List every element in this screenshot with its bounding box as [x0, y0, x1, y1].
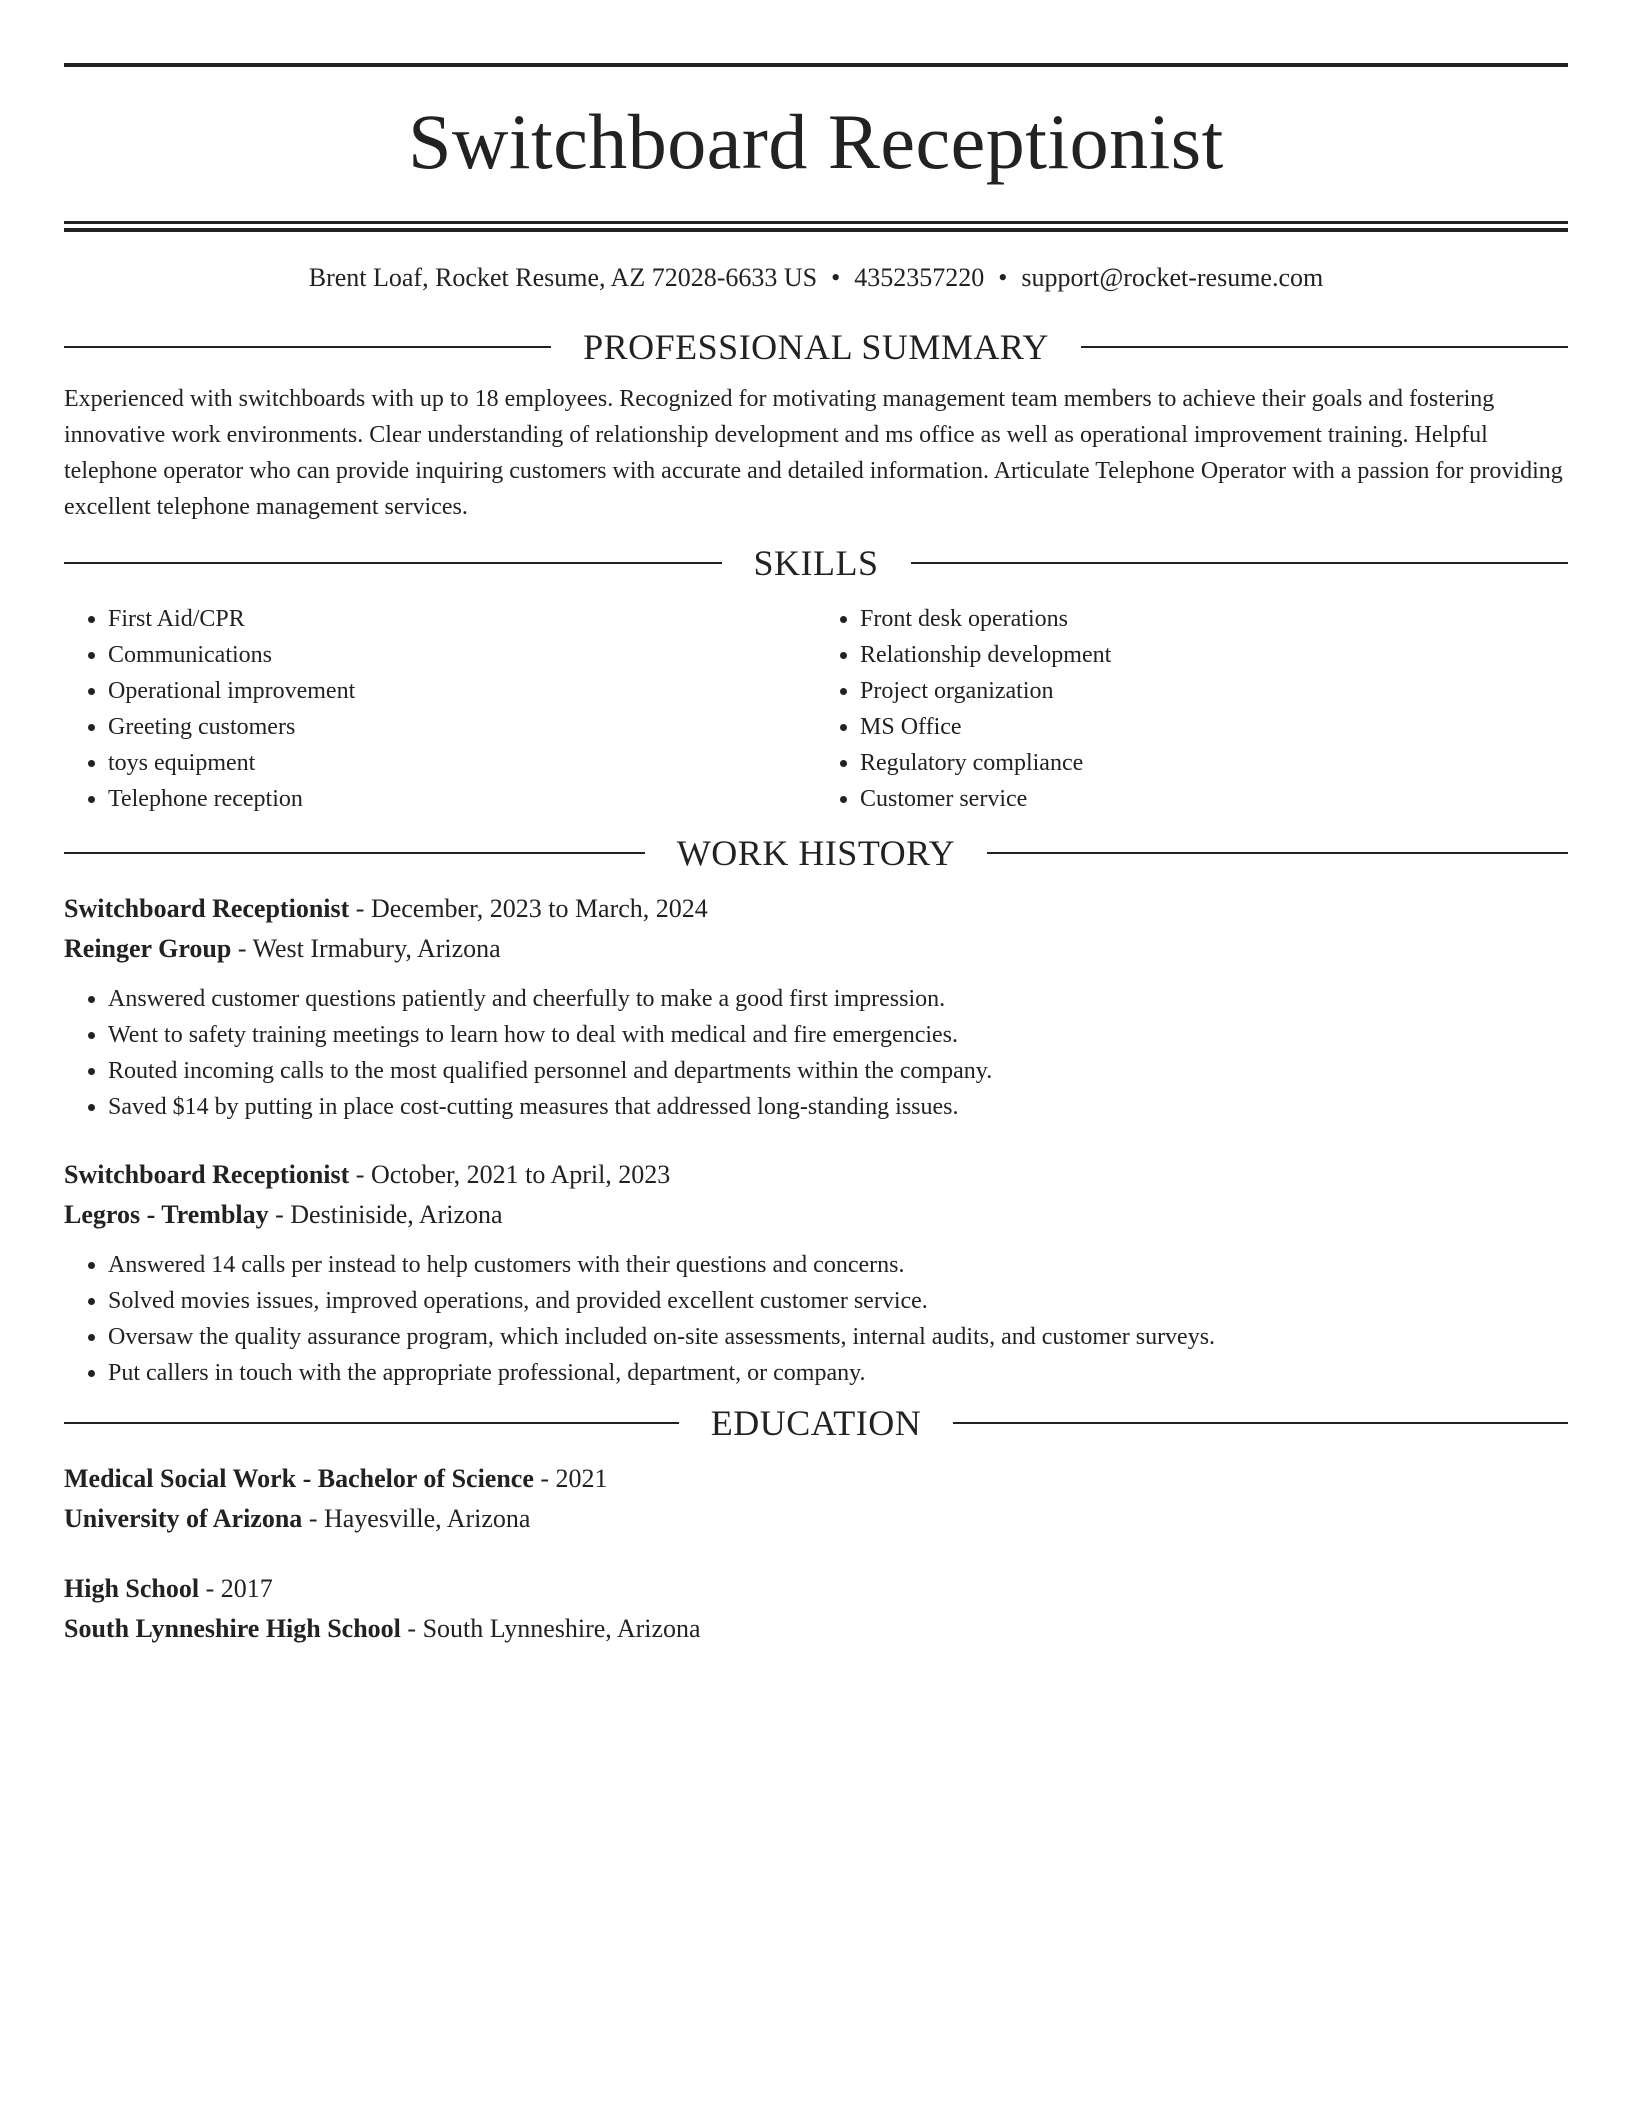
job-bullet: • Went to safety training meetings to learn how to deal with medical and fire emergencies.	[108, 1017, 1568, 1053]
contact-email: support@rocket-resume.com	[1021, 263, 1324, 292]
job-location: - West Irmabury, Arizona	[231, 934, 501, 963]
skill-item: • Project organization	[860, 673, 1568, 709]
education-entry	[64, 1459, 1568, 1539]
job-entry	[64, 1155, 1568, 1391]
education-location: - South Lynneshire, Arizona	[400, 1614, 701, 1643]
top-rule	[64, 63, 1568, 67]
education-location: - Hayesville, Arizona	[302, 1504, 531, 1533]
job-bullet: • Oversaw the quality assurance program, which included on-site assessments, internal audits, and customer surveys.	[108, 1319, 1568, 1355]
heading-rule-right	[911, 562, 1569, 564]
skill-item: • toys equipment	[108, 745, 816, 781]
skill-item: • Relationship development	[860, 637, 1568, 673]
summary-text: Experienced with switchboards with up to 18 employees. Recognized for motivating management team members to achieve their goals and fostering innovative work environments. Clear understanding of relationship development and ms office as well as operational improvement training. Helpful telephone operator who can provide inquiring customers with accurate and detailed information. Articulate Telephone Operator with a passion for providing excellent telephone management services.	[64, 386, 1563, 520]
skills-column-right	[816, 601, 1568, 817]
work-section-heading	[64, 831, 1568, 875]
title-double-rule	[64, 221, 1568, 232]
education-degree: Medical Social Work - Bachelor of Science	[64, 1464, 534, 1493]
skills-section-heading	[64, 541, 1568, 585]
heading-rule-left	[64, 562, 722, 564]
job-title: Switchboard Receptionist	[64, 894, 350, 923]
skill-item: • Front desk operations	[860, 601, 1568, 637]
heading-rule-left	[64, 1422, 679, 1424]
job-bullets	[64, 1247, 1568, 1391]
heading-rule-right	[987, 852, 1568, 854]
contact-separator: •	[831, 263, 841, 292]
education-heading-label: EDUCATION	[710, 1403, 922, 1443]
job-company: Legros - Tremblay	[64, 1200, 269, 1229]
skill-item: • Customer service	[860, 781, 1568, 817]
education-school: University of Arizona	[64, 1504, 303, 1533]
contact-line	[64, 261, 1568, 295]
job-title: Switchboard Receptionist	[64, 1160, 350, 1189]
job-dates: - October, 2021 to April, 2023	[349, 1160, 671, 1189]
summary-section-heading	[64, 325, 1568, 369]
skill-item: • Greeting customers	[108, 709, 816, 745]
job-bullet: • Saved $14 by putting in place cost-cutting measures that addressed long-standing issues.	[108, 1089, 1568, 1125]
job-bullet: • Answered customer questions patiently and cheerfully to make a good first impression.	[108, 981, 1568, 1017]
skills-column-left	[64, 601, 816, 817]
heading-rule-right	[1081, 346, 1568, 348]
skills-list	[64, 601, 1568, 817]
skill-item: • MS Office	[860, 709, 1568, 745]
job-location: - Destiniside, Arizona	[268, 1200, 503, 1229]
heading-rule-right	[953, 1422, 1568, 1424]
job-title-line	[64, 1155, 1568, 1195]
job-bullet: • Put callers in touch with the appropriate professional, department, or company.	[108, 1355, 1568, 1391]
education-school: South Lynneshire High School	[64, 1614, 401, 1643]
summary-heading-label: PROFESSIONAL SUMMARY	[583, 327, 1049, 367]
education-entry	[64, 1569, 1568, 1649]
skill-item: • Communications	[108, 637, 816, 673]
job-company: Reinger Group	[64, 934, 232, 963]
job-bullet: • Solved movies issues, improved operations, and provided excellent customer service.	[108, 1283, 1568, 1319]
skill-item: • First Aid/CPR	[108, 601, 816, 637]
education-year: - 2017	[199, 1574, 273, 1603]
contact-address: Brent Loaf, Rocket Resume, AZ 72028-6633 US	[308, 263, 818, 292]
education-degree-line	[64, 1459, 1568, 1499]
job-bullet: • Routed incoming calls to the most qualified personnel and departments within the company.	[108, 1053, 1568, 1089]
page-title: Switchboard Receptionist	[408, 98, 1224, 185]
job-dates: - December, 2023 to March, 2024	[349, 894, 708, 923]
heading-rule-left	[64, 346, 551, 348]
education-degree-line	[64, 1569, 1568, 1609]
skill-item: • Operational improvement	[108, 673, 816, 709]
job-entry	[64, 889, 1568, 1125]
contact-separator: •	[998, 263, 1008, 292]
job-company-line	[64, 1195, 1568, 1235]
job-bullet: • Answered 14 calls per instead to help customers with their questions and concerns.	[108, 1247, 1568, 1283]
heading-rule-left	[64, 852, 645, 854]
education-section-heading	[64, 1401, 1568, 1445]
education-year: - 2021	[533, 1464, 608, 1493]
education-school-line	[64, 1499, 1568, 1539]
work-heading-label: WORK HISTORY	[676, 833, 956, 873]
contact-phone: 4352357220	[854, 263, 985, 292]
job-bullets	[64, 981, 1568, 1125]
education-degree: High School	[64, 1574, 200, 1603]
skill-item: • Regulatory compliance	[860, 745, 1568, 781]
job-company-line	[64, 929, 1568, 969]
resume-page	[64, 63, 1568, 1649]
education-school-line	[64, 1609, 1568, 1649]
skills-heading-label: SKILLS	[753, 543, 879, 583]
job-title-line	[64, 889, 1568, 929]
skill-item: • Telephone reception	[108, 781, 816, 817]
